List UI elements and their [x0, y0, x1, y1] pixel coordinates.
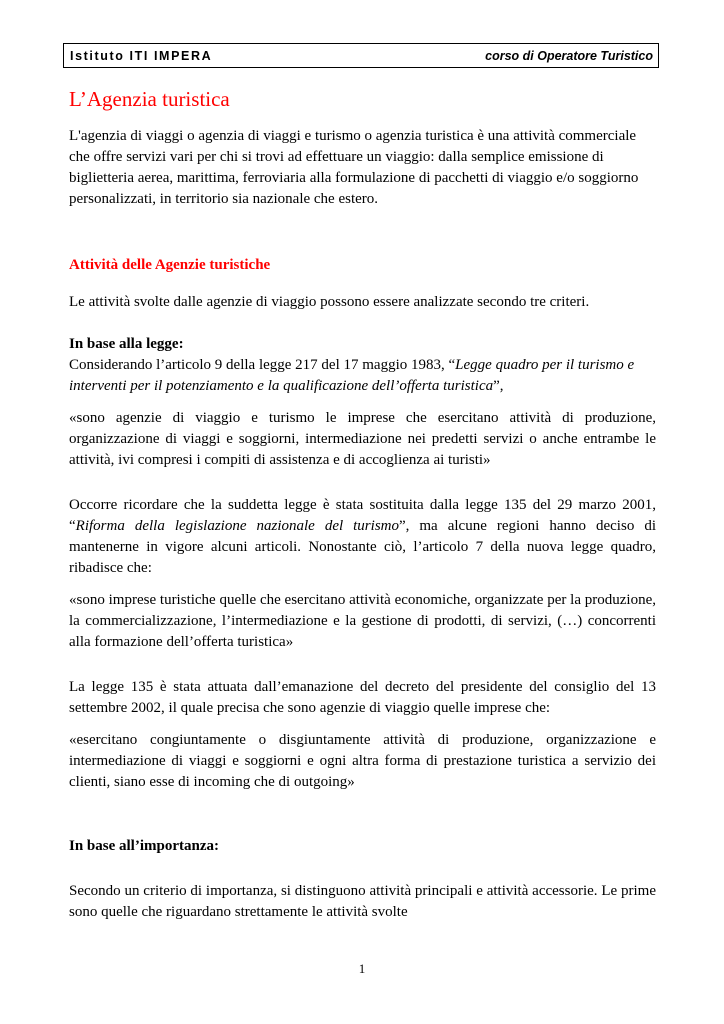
section-intro-paragraph: Le attività svolte dalle agenzie di viaggio possono essere analizzate secondo tre criteri.	[69, 294, 590, 310]
law-p2-italic: Riforma della legislazione nazionale del turismo	[75, 518, 399, 534]
page-header	[63, 43, 659, 68]
header-course: corso di Operatore Turistico	[485, 49, 653, 63]
law-quote-1: «sono agenzie di viaggio e turismo le imprese che esercitano attività di produzione, organizzazione di viaggi e soggiorni, intermediazione nei predetti servizi o anche entrambe le attività, ivi compresi i compiti di assistenza e di accoglienza ai turisti»	[69, 410, 656, 468]
importance-heading: In base all’importanza:	[69, 838, 219, 854]
law-p2-end: ”, ma alcune regioni hanno deciso di mantenerne in vigore alcuni articoli. Nonostante ciò, l’articolo 7 della nuova legge quadro, ribadisce che:	[69, 518, 656, 576]
law-quote-3: «esercitano congiuntamente o disgiuntamente attività di produzione, organizzazione e intermediazione di viaggi e soggiorni e ogni altra forma di prestazione turistica a servizio dei clienti, siano esse di incoming che di outgoing»	[69, 732, 656, 790]
law-p2-start: Occorre ricordare che la suddetta legge è stata sostituita dalla legge 135 del 29 marzo 2001, “	[69, 497, 656, 534]
law-p1-start: Considerando l’articolo 9 della legge 217 del 17 maggio 1983, “	[69, 357, 456, 373]
header-institute: Istituto ITI IMPERA	[70, 49, 213, 63]
law-heading: In base alla legge:	[69, 336, 184, 352]
law-p1-end: ”,	[493, 378, 504, 394]
law-paragraph-1	[69, 355, 656, 397]
law-paragraph-2	[69, 495, 656, 579]
law-p1-italic: Legge quadro per il turismo e interventi per il potenziamento e la qualificazione dell’offerta turistica	[69, 357, 635, 394]
importance-paragraph: Secondo un criterio di importanza, si distinguono attività principali e attività accessorie. Le prime sono quelle che riguardano strettamente le attività svolte	[69, 883, 656, 920]
law-quote-2: «sono imprese turistiche quelle che esercitano attività economiche, organizzate per la produzione, la commercializzazione, l’intermediazione e la gestione di prodotti, di servizi, (…) concorrenti alla formazione dell’offerta turistica»	[69, 592, 656, 650]
intro-paragraph: L'agenzia di viaggi o agenzia di viaggi e turismo o agenzia turistica è una attività commerciale che offre servizi vari per chi si trovi ad effettuare un viaggio: dalla semplice emissione di biglietteria aerea, marittima, ferroviaria alla formulazione di pacchetti di viaggio e/o soggiorno personalizzati, in territorio sia nazionale che estero.	[69, 128, 639, 207]
law-paragraph-3: La legge 135 è stata attuata dall’emanazione del decreto del presidente del consiglio del 13 settembre 2002, il quale precisa che sono agenzie di viaggio quelle imprese che:	[69, 679, 656, 716]
page-title: L’Agenzia turistica	[69, 87, 230, 111]
document-body	[69, 86, 656, 923]
page-number: 1	[358, 961, 366, 976]
section-title: Attività delle Agenzie turistiche	[69, 257, 271, 273]
